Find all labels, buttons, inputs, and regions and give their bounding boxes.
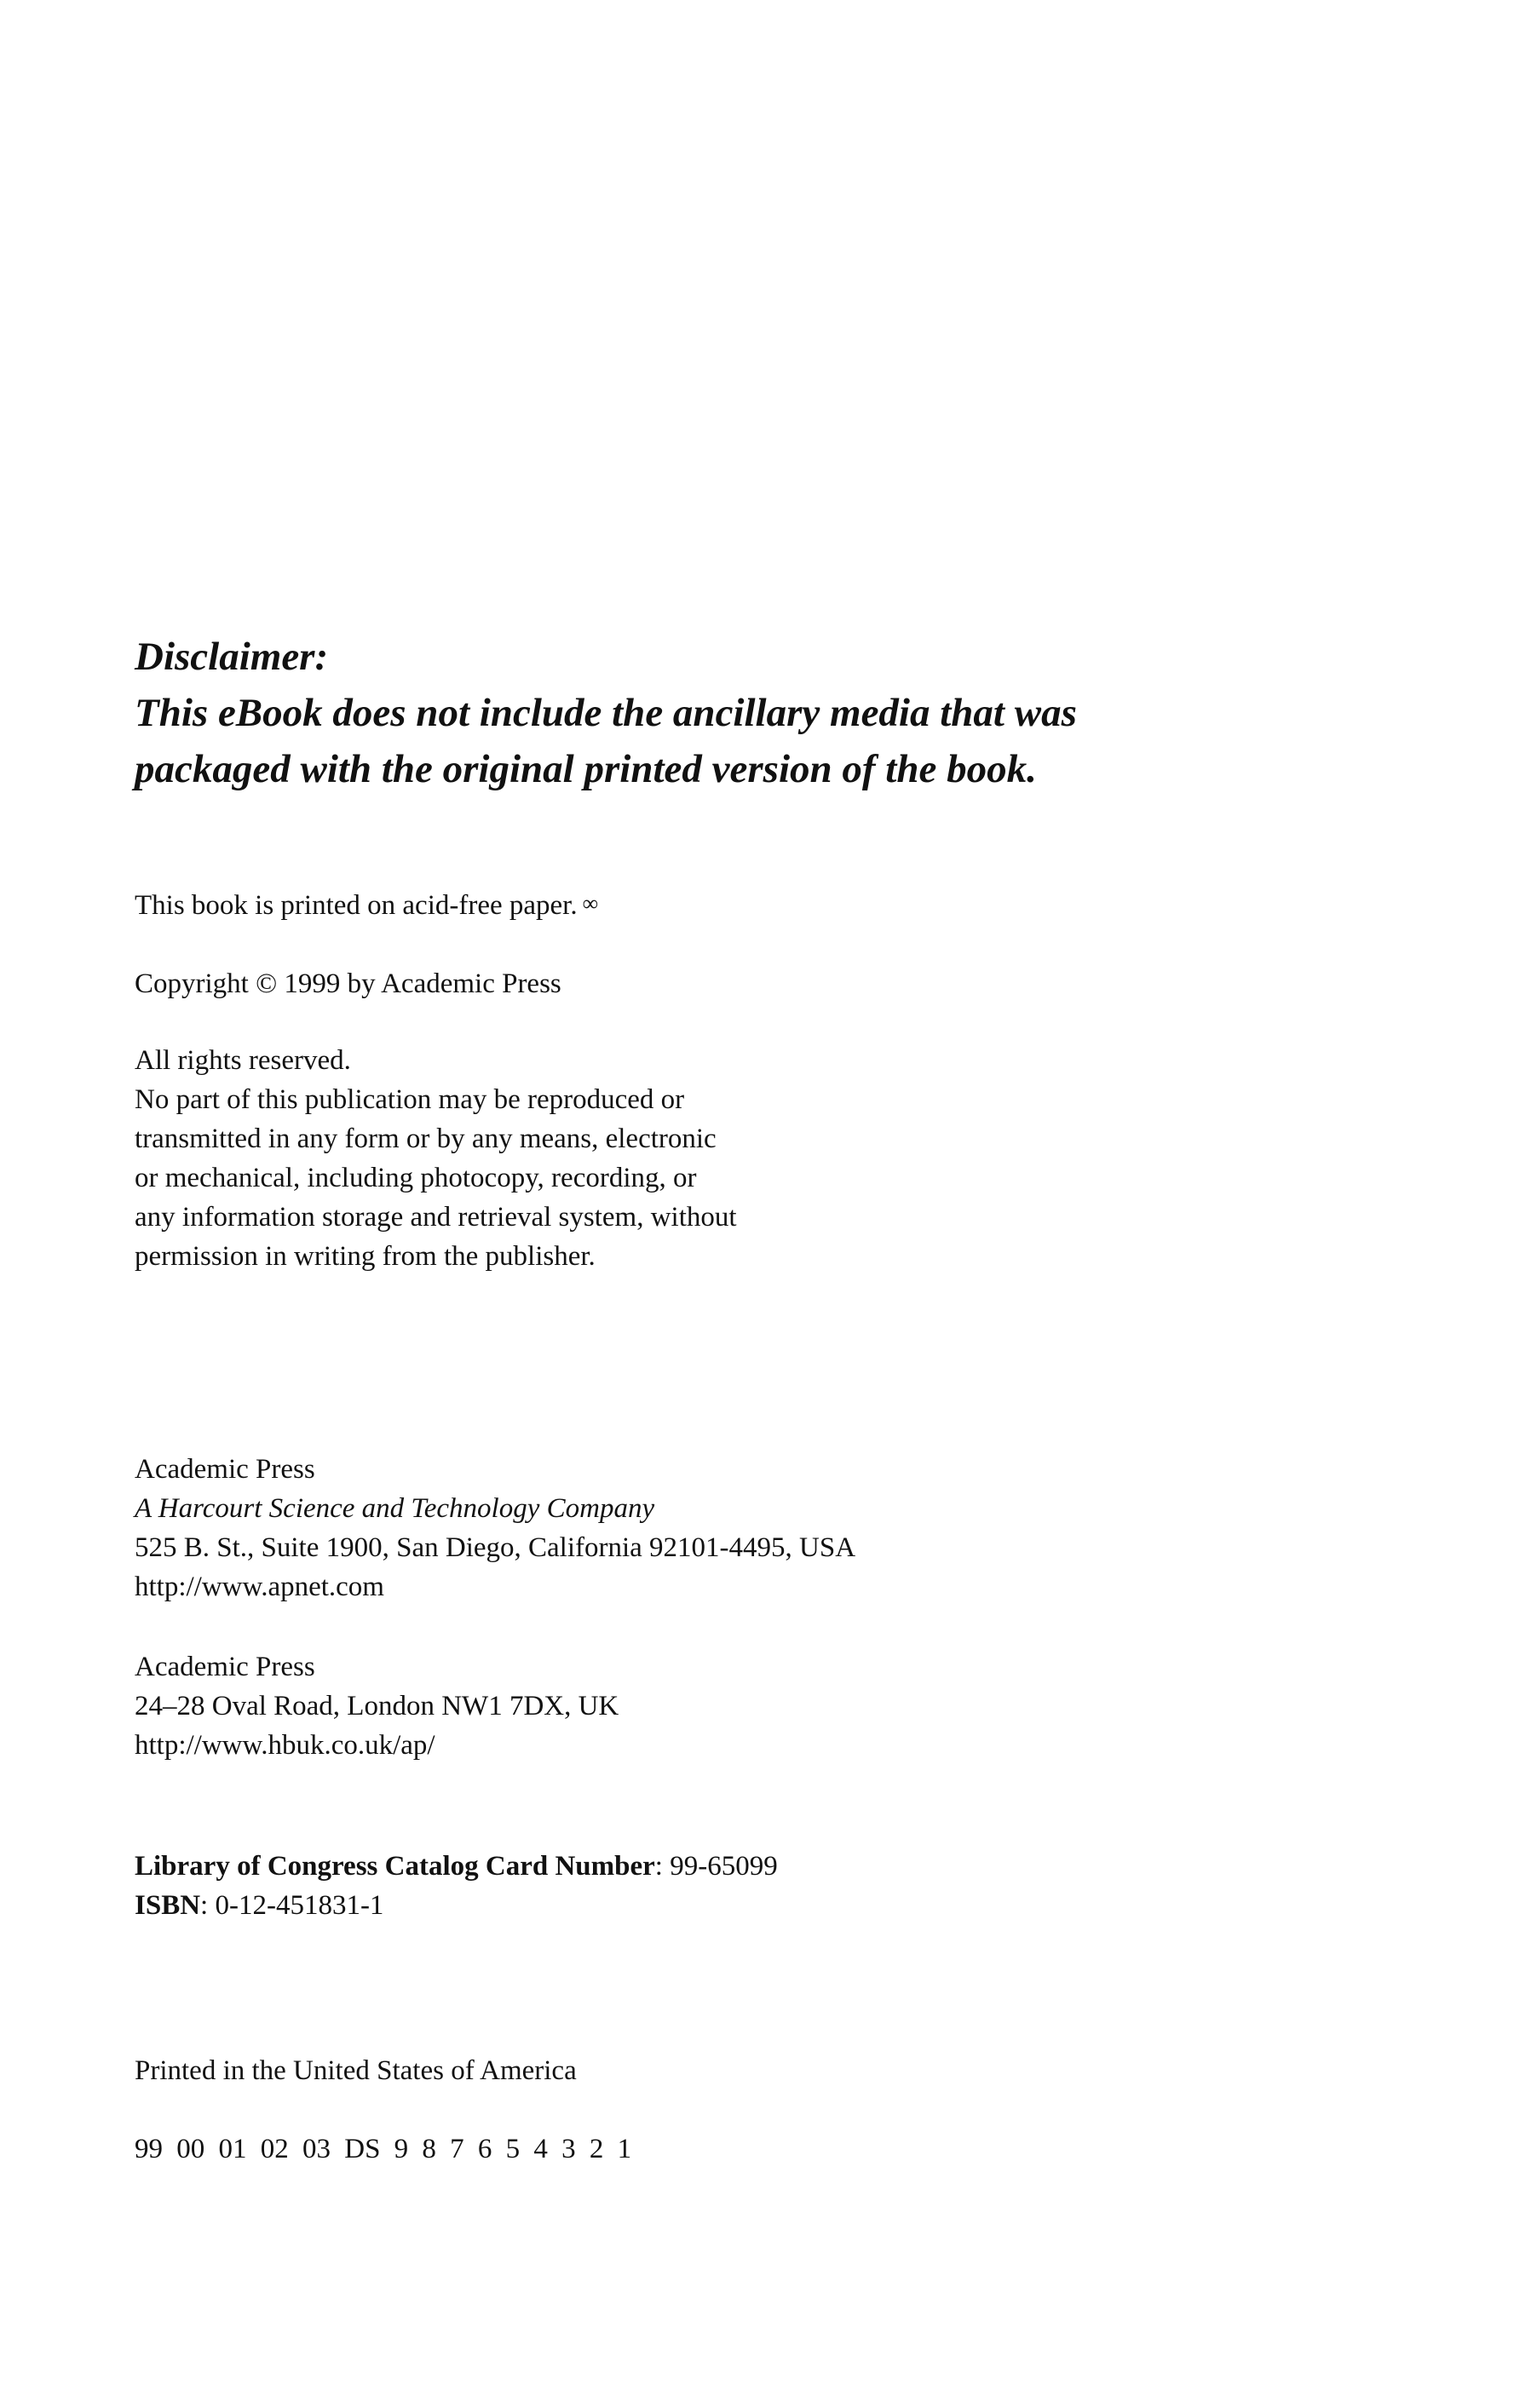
lccn-label: Library of Congress Catalog Card Number — [135, 1851, 655, 1882]
isbn-value: : 0-12-451831-1 — [200, 1890, 384, 1921]
disclaimer-line-1: This eBook does not include the ancillary media that was — [135, 691, 1077, 735]
publisher-uk-url: http://www.hbuk.co.uk/ap/ — [135, 1730, 435, 1761]
publisher-us-address: 525 B. St., Suite 1900, San Diego, California 92101-4495, USA — [135, 1532, 856, 1563]
isbn-label: ISBN — [135, 1890, 201, 1921]
disclaimer-line-2: packaged with the original printed version of the book. — [135, 747, 1037, 791]
copyright-notice: Copyright © 1999 by Academic Press — [135, 968, 561, 999]
publisher-uk-block — [135, 1647, 619, 1765]
catalog-block — [135, 1847, 778, 1925]
lccn-line — [135, 1847, 778, 1886]
rights-line: or mechanical, including photocopy, recording, or — [135, 1163, 697, 1193]
rights-line: All rights reserved. — [135, 1045, 351, 1076]
acid-free-text: This book is printed on acid-free paper. — [135, 890, 578, 921]
rights-line: No part of this publication may be reproduced or — [135, 1084, 685, 1115]
acid-free-symbol-icon: ∞ — [582, 891, 599, 916]
lccn-value: : 99-65099 — [654, 1851, 778, 1882]
publisher-us-url: http://www.apnet.com — [135, 1572, 384, 1602]
print-line: 99 00 01 02 03 DS 9 8 7 6 5 4 3 2 1 — [135, 2134, 632, 2164]
publisher-uk-name: Academic Press — [135, 1652, 315, 1682]
disclaimer-block — [135, 629, 1327, 797]
disclaimer-heading: Disclaimer: — [135, 635, 329, 679]
printed-in-notice: Printed in the United States of America — [135, 2055, 577, 2086]
acid-free-notice — [135, 884, 598, 925]
isbn-line — [135, 1886, 778, 1925]
rights-line: any information storage and retrieval system, without — [135, 1202, 737, 1233]
rights-line: transmitted in any form or by any means, electronic — [135, 1124, 717, 1154]
rights-notice — [135, 1041, 737, 1276]
publisher-us-name: Academic Press — [135, 1454, 315, 1485]
rights-line: permission in writing from the publisher. — [135, 1241, 596, 1272]
publisher-us-tagline: A Harcourt Science and Technology Company — [135, 1493, 655, 1524]
publisher-us-block — [135, 1450, 855, 1606]
publisher-uk-address: 24–28 Oval Road, London NW1 7DX, UK — [135, 1691, 619, 1721]
